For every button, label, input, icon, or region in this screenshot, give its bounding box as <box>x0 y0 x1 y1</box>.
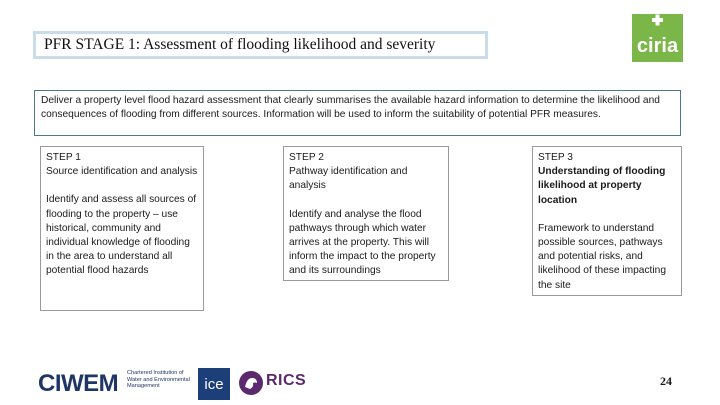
step-2-body: Identify and analyse the flood pathways through which water arrives at the property. This will inform the impact to the property and its surroundings <box>289 208 436 277</box>
ciria-logo <box>632 14 683 62</box>
step-3-label: STEP 3 <box>538 152 573 163</box>
ice-logo <box>198 368 230 400</box>
rics-logo-text: RICS <box>266 372 307 389</box>
page-title-text: PFR STAGE 1: Assessment of flooding likelihood and severity <box>44 36 436 53</box>
step-2-box <box>283 146 449 281</box>
ice-logo-text: ice <box>204 375 224 393</box>
step-2-heading <box>289 151 443 194</box>
page-title <box>33 31 488 59</box>
page-number: 24 <box>660 374 672 388</box>
footer-logos <box>0 360 720 405</box>
step-3-heading <box>538 151 676 208</box>
rics-lion-icon <box>238 370 264 396</box>
step-1-title: Source identification and analysis <box>46 166 198 178</box>
step-2-label: STEP 2 <box>289 152 324 163</box>
ciwem-logo-subtitle: Chartered Institution of Water and Environmental Management <box>127 370 190 390</box>
step-3-box <box>532 146 682 296</box>
step-1-body: Identify and assess all sources of flooding to the property – use historical, community and individual knowledge of flooding in the area to understand all potential flood hazards <box>46 194 197 277</box>
step-3-body: Framework to understand possible sources, pathways and potential risks, and likelihood of these impacting the site <box>538 222 666 291</box>
ciwem-logo: CIWEM <box>38 370 119 397</box>
intro-text: Deliver a property level flood hazard assessment that clearly summarises the available hazard information to determine the likelihood and consequences of flooding from different sources. Information will be used to inform the suitability of potential PFR measures. <box>41 95 660 120</box>
step-1-heading <box>46 151 198 179</box>
ciria-logo-text: ciria <box>636 35 679 57</box>
step-2-title: Pathway identification and analysis <box>289 166 408 192</box>
step-1-box <box>40 146 204 311</box>
step-1-label: STEP 1 <box>46 152 81 163</box>
intro-box <box>34 90 681 136</box>
step-3-title: Understanding of flooding likelihood at property location <box>538 166 666 206</box>
